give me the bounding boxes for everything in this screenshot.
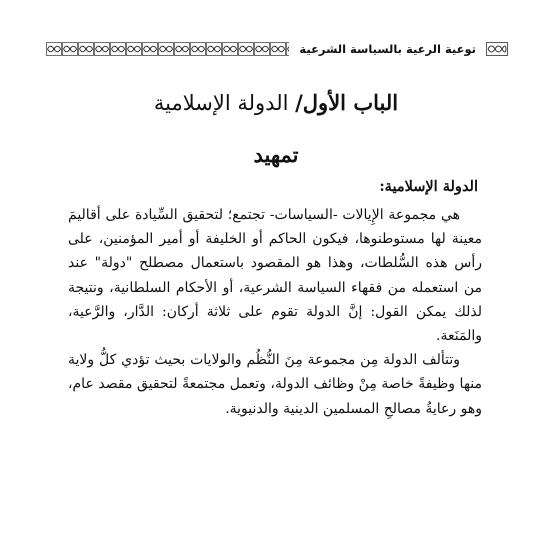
section-title: تمهيد: [253, 142, 299, 167]
chapter-label: الباب الأول/: [295, 90, 399, 115]
sub-heading: الدولة الإسلامية:: [379, 178, 478, 195]
body-text: [68, 203, 482, 421]
decorative-border-icon: [46, 42, 289, 56]
running-header-title: توعية الرعية بالسياسة الشرعية: [299, 42, 476, 56]
chapter-title: [40, 88, 512, 118]
chapter-name: الدولة الإسلامية: [153, 91, 289, 115]
paragraph: وتتألف الدولة مِن مجموعة مِنَ النُّظُم والولايات بحيث تؤدي كلُّ ولاية منها وظيفةً خاصة مِنْ وظائف الدولة، وتعمل مجتمعةً لتحقيق مقصد عام، وهو رعايةُ مصالحِ المسلمين الدينية والدنيوية.: [68, 352, 482, 417]
decorative-knot-icon: [486, 42, 508, 56]
paragraph: هي مجموعة الإِيالات -السياسات- تجتمع؛ لتحقيق السِّيادة على أقاليمَ معينة لها مستوطنوها، فيكون الحاكم أو الخليفة أو أمير المؤمنين، على رأس هذه السُّلطات، وهذا هو المقصود باستعمال مصطلح "دولة" عند من استعمله من فقهاء السياسة الشرعية، أو الأحكام السلطانية، ونتيجة لذلك يمكن القول: إنَّ الدولة تقوم على ثلاثة أركان: الدَّار، والرَّعية، والمَنَعة.: [68, 207, 482, 345]
running-header: [46, 38, 508, 60]
